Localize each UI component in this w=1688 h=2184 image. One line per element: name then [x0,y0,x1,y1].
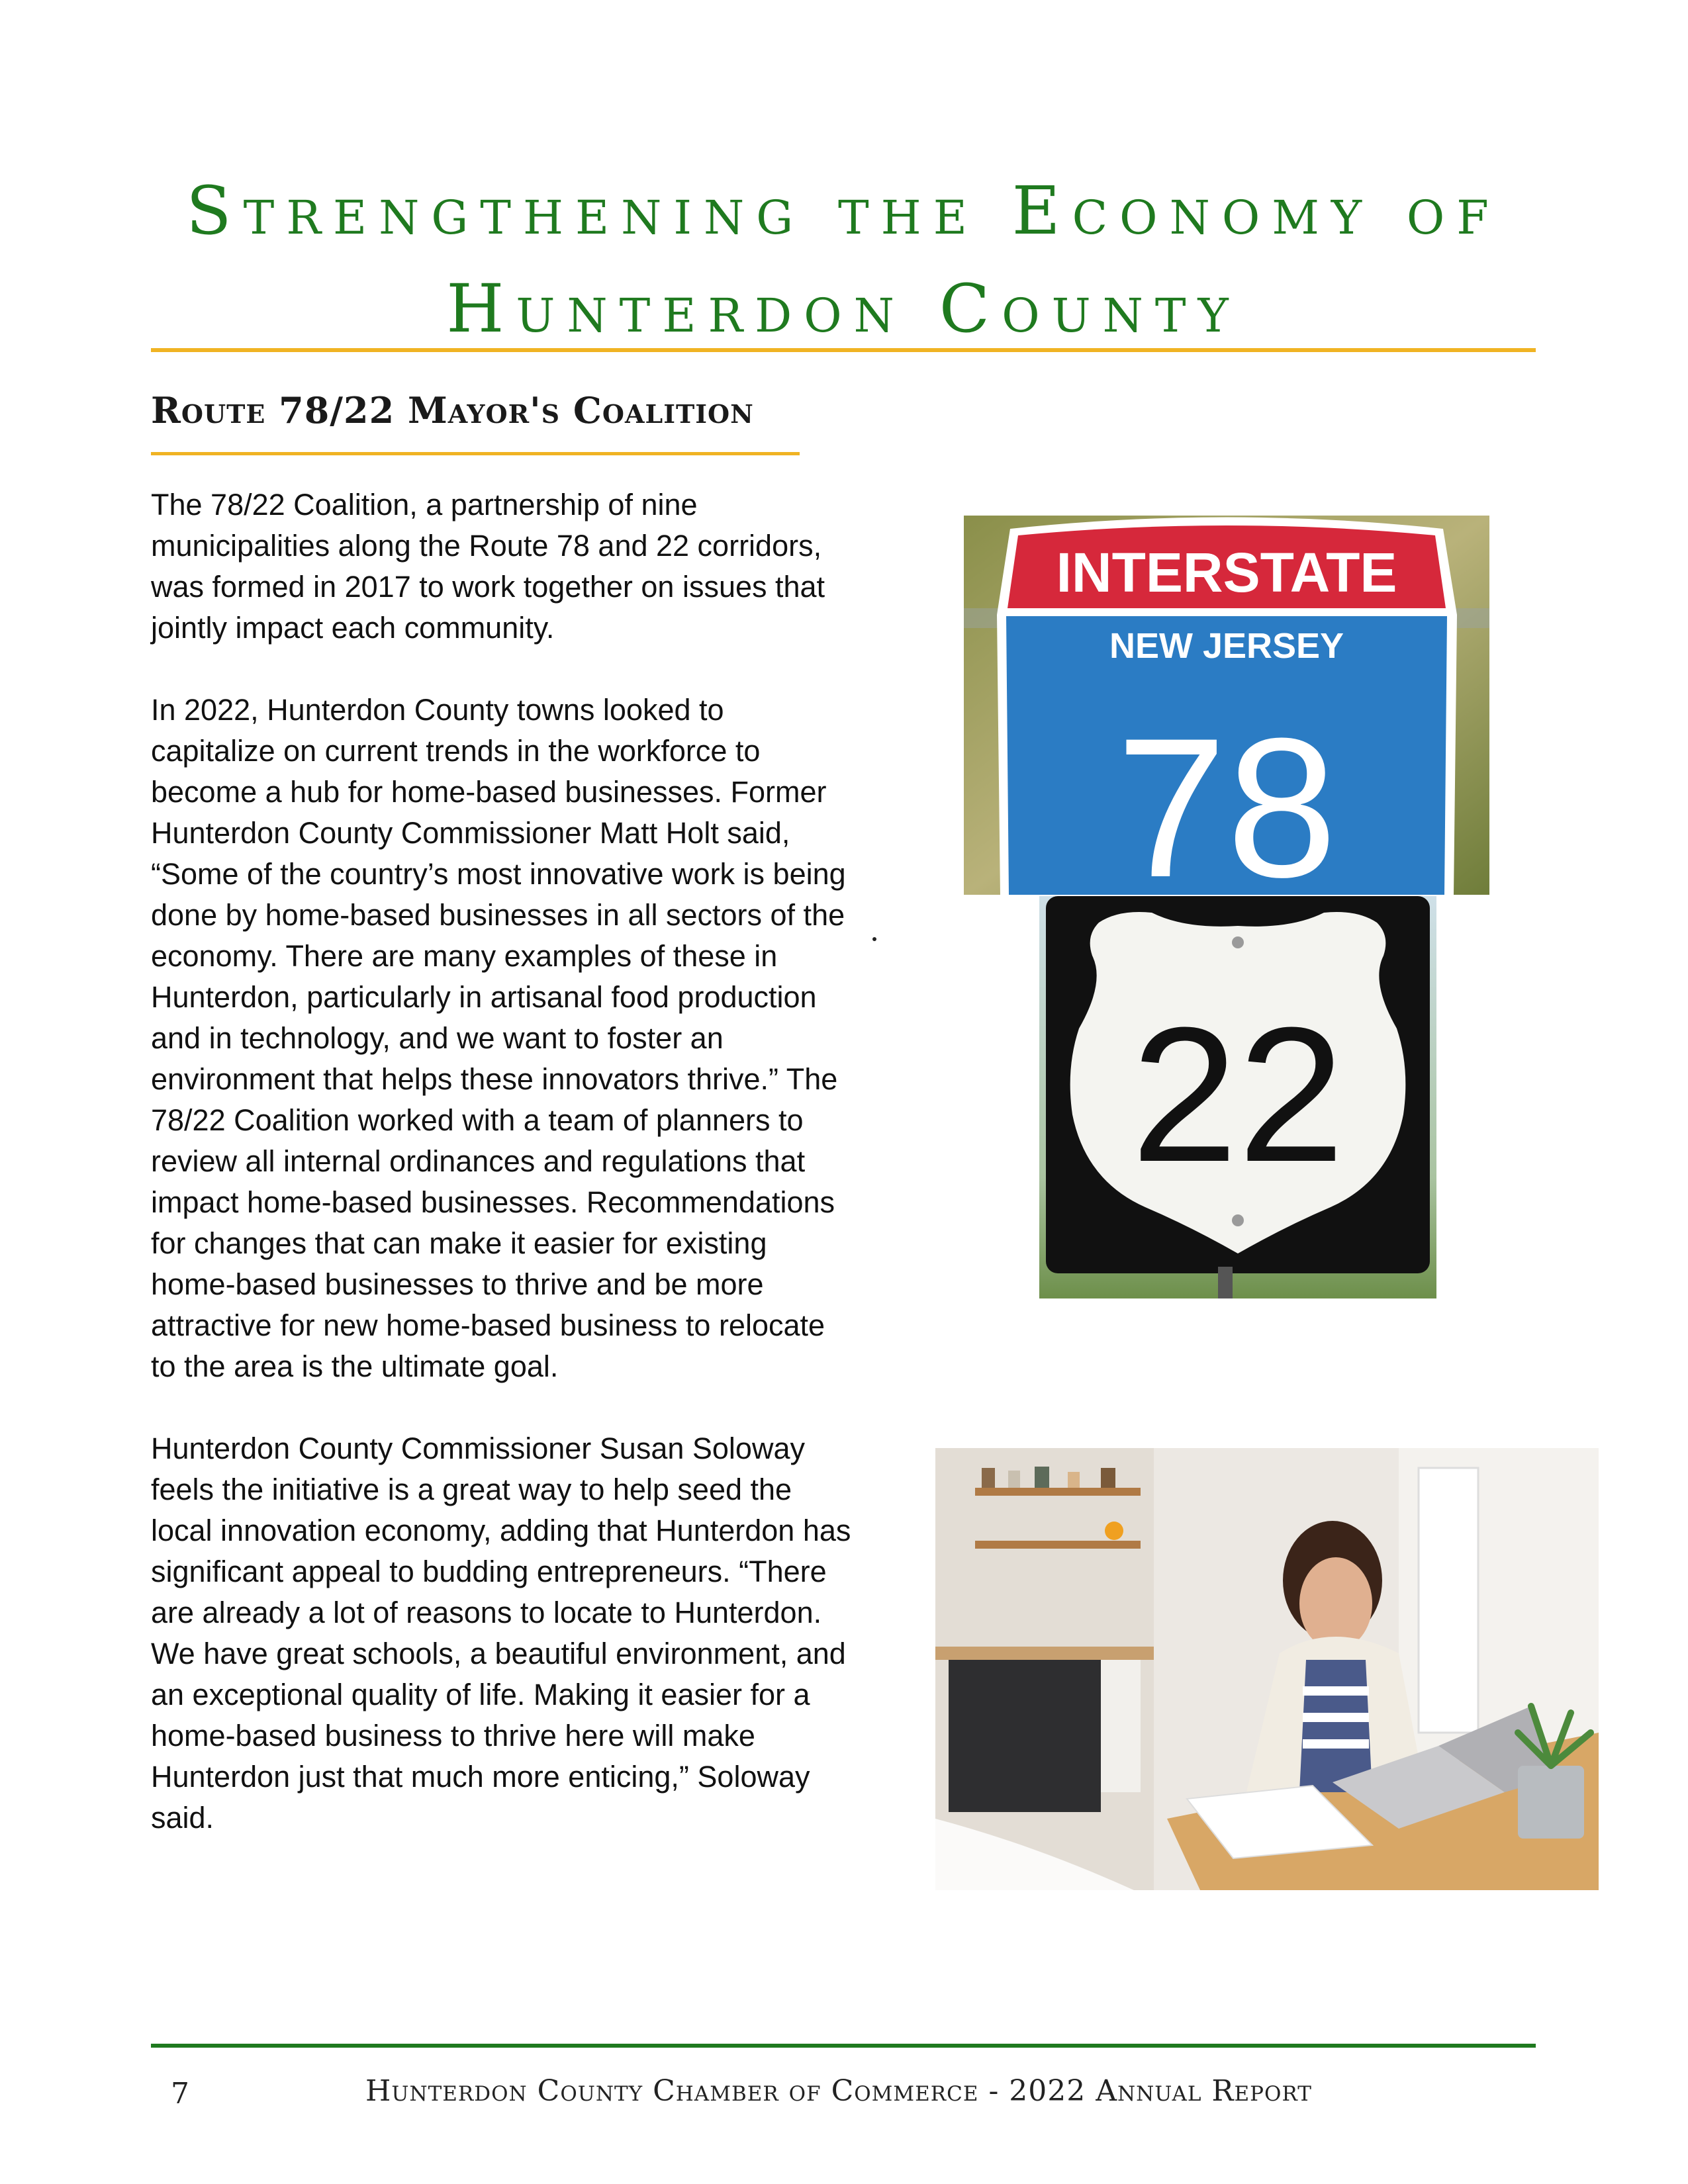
paragraph-home-based-business: In 2022, Hunterdon County towns looked to capitalize on current trends in the workforce to become a hub for home-based businesses. Former Hunterdon County Commissioner Matt Holt said, “Some of the country’s most innovative work is being done by home-based businesses in all sectors of the economy. There are many examples of these in Hunterdon, particularly in artisanal food production and in technology, and we want to foster an environment that helps these innovators thrive.” The 78/22 Coalition worked with a team of planners to review all internal ordinances and regulations that impact home-based businesses. Recommendations for changes that can make it easier for existing home-based businesses to thrive and be more attractive for new home-based business to relocate to the area is the ultimate goal. [151,693,846,1383]
page-title [151,162,1536,358]
title-divider [151,348,1536,352]
paragraph-coalition-intro: The 78/22 Coalition, a partnership of nine municipalities along the Route 78 and 22 corridors, was formed in 2017 to work together on issues that jointly impact each community. [151,488,825,645]
route-78-number: 78 [1116,696,1337,895]
footer-report-title: Hunterdon County Chamber of Commerce - 2022 Annual Report [365,2074,1312,2108]
home-office-photo [935,1448,1599,1890]
footer-divider [151,2044,1536,2048]
page-title-line-2: Hunterdon County [446,270,1241,347]
page-number: 7 [171,2077,189,2111]
state-label: NEW JERSEY [1109,626,1344,666]
us-route-22-sign-image [1039,896,1436,1298]
section-heading: Route 78/22 Mayor's Coalition [151,389,754,432]
route-22-number: 22 [1131,987,1345,1202]
interstate-label: INTERSTATE [1056,541,1397,604]
article-body [151,484,853,1880]
paragraph-soloway-quote: Hunterdon County Commissioner Susan Soloway feels the initiative is a great way to help seed the local innovation economy, adding that Hunterdon has significant appeal to budding entrepreneurs. “There are already a lot of reasons to locate to Hunterdon. We have great schools, a beautiful environment, and an exceptional quality of life. Making it easier for a home-based business to thrive here will make Hunterdon just that much more enticing,” Soloway said. [151,1432,851,1835]
page-title-line-1: Strengthening the Economy of [186,172,1501,250]
section-heading-underline [151,452,800,455]
interstate-78-sign-image [964,516,1489,895]
stray-dot [872,937,876,941]
